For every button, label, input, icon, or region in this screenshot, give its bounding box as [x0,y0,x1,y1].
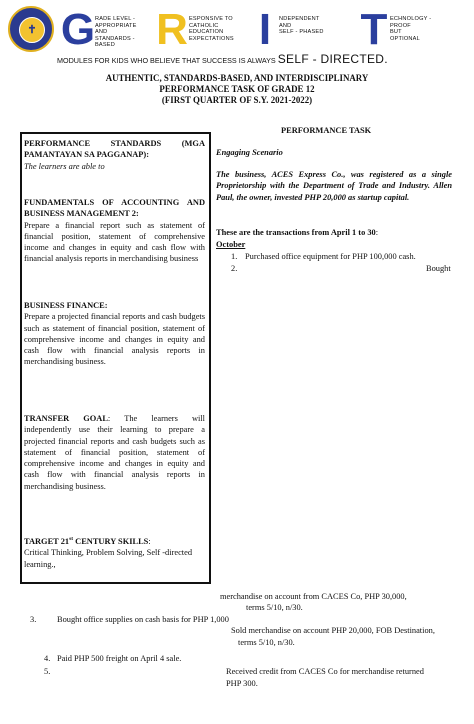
skills-text: Critical Thinking, Problem Solving, Self -directed learning., [24,548,193,569]
item-3b-line-2: terms 5/10, n/30. [238,638,295,647]
document-title [60,73,414,107]
label-line: ESPONSIVE TO [189,16,233,22]
label-line: NDEPENDENT [279,16,320,22]
fabm-text: Prepare a financial report such as statement of financial position, statement of comprehensive income and changes in equity and cash flow with financial analysis reports in merchandising business [24,220,205,264]
letter-g-label [95,16,137,49]
business-finance-section [24,300,205,368]
label-line: BUT [390,29,402,36]
transfer-goal-heading: TRANSFER GOAL [24,414,108,423]
business-finance-text: Prepare a projected financial reports and cash budgets such as statement of financial position, statement of comprehensive income and changes in equity and cash flow with financial analysis reports in merchandising business. [24,312,205,367]
item-3b-line-1: Sold merchandise on account PHP 20,000, FOB Destination, [231,626,435,635]
label-line: PROOF [390,22,411,29]
fabm-heading: FUNDAMENTALS OF ACCOUNTING AND BUSINESS MANAGEMENT 2: [24,198,205,219]
school-seal-logo [8,6,54,52]
item-2-continuation-2: terms 5/10, n/30. [246,603,303,612]
tx-item-2-num: 2. [231,264,238,273]
title-line-1: AUTHENTIC, STANDARDS-BASED, AND INTERDISCIPLINARY [105,73,369,83]
motto-emphasis: SELF - DIRECTED. [277,52,388,66]
letter-r-label [189,16,234,42]
tx-item-1-num: 1. [231,252,238,261]
item-5-num: 5. [44,667,51,676]
label-line: EDUCATION [189,29,224,36]
label-line: CATHOLIC [189,22,219,29]
label-line: ECHNOLOGY - [390,16,432,22]
school-motto [57,52,467,66]
item-5-text-1: Received credit from CACES Co for merchandise returned [226,667,424,676]
letter-g: G [60,5,96,54]
letter-r: R [156,5,188,54]
title-line-3: (FIRST QUARTER OF S.Y. 2021-2022) [161,95,313,106]
skills-heading-b: CENTURY SKILLS [73,537,149,546]
item-4-num: 4. [44,654,51,663]
performance-standards-section [24,138,205,172]
scenario-heading: Engaging Scenario [216,148,283,157]
skills-sup: st [69,536,74,543]
month-label: October [216,240,246,249]
skills-heading-a: TARGET 21 [24,537,70,546]
scenario-text: The business, ACES Express Co., was registered as a single Proprietorship with the Department of Trade and Industry. Allen Paul, the owner, invested PHP 20,000 as startup capital. [216,170,452,202]
label-line: APPROPRIATE [95,22,137,29]
transfer-goal-section [24,413,205,492]
item-5-text-2: PHP 300. [226,679,258,688]
skills-colon: : [148,537,151,546]
tx-item-1-text: Purchased office equipment for PHP 100,000 cash. [245,252,416,261]
item-2-continuation-1: merchandise on account from CACES Co, PHP 30,000, [220,592,407,601]
label-line: RADE LEVEL - [95,16,136,22]
label-line: AND [95,29,108,36]
label-line: AND [279,22,292,29]
performance-standards-sub: The learners are able to [24,161,105,171]
letter-t-label [390,16,431,42]
skills-section [24,536,205,570]
performance-standards-heading: PERFORMANCE STANDARDS (MGA PAMANTAYAN SA PAGGANAP): [24,139,205,160]
label-line: BASED [95,42,115,49]
item-3-num: 3. [30,615,37,624]
letter-i-label [279,16,324,36]
tx-item-2-text: Bought [426,264,451,273]
transactions-colon: : [375,228,379,237]
label-line: SELF - PHASED [279,29,324,36]
item-3-text: Bought office supplies on cash basis for PHP 1,000 [57,615,229,624]
label-line: STANDARDS - [95,35,135,42]
performance-task-heading: PERFORMANCE TASK [281,126,372,135]
label-line: EXPECTATIONS [189,35,234,42]
fabm-section [24,197,205,265]
letter-i: I [258,5,272,54]
motto-prefix: MODULES FOR KIDS WHO BELIEVE THAT SUCCESS IS ALWAYS [57,56,276,65]
transactions-intro-text: These are the transactions from April 1 to 30 [216,228,376,237]
transactions-intro [216,227,378,238]
label-line: OPTIONAL [390,35,420,42]
business-finance-heading: BUSINESS FINANCE: [24,301,108,310]
skills-heading [24,536,205,547]
title-line-2: PERFORMANCE TASK OF GRADE 12 [159,84,315,95]
transfer-goal-text: : The learners will independently use their learning to prepare a projected financial reports and cash budgets such as statement of financial position, statement of comprehensive income and changes in equity and cash flow with financial analysis reports in merchandising business. [24,414,205,491]
seal-cross-icon: ✝ [27,24,37,36]
letter-t: T [360,5,388,54]
item-4-text: Paid PHP 500 freight on April 4 sale. [57,654,182,663]
